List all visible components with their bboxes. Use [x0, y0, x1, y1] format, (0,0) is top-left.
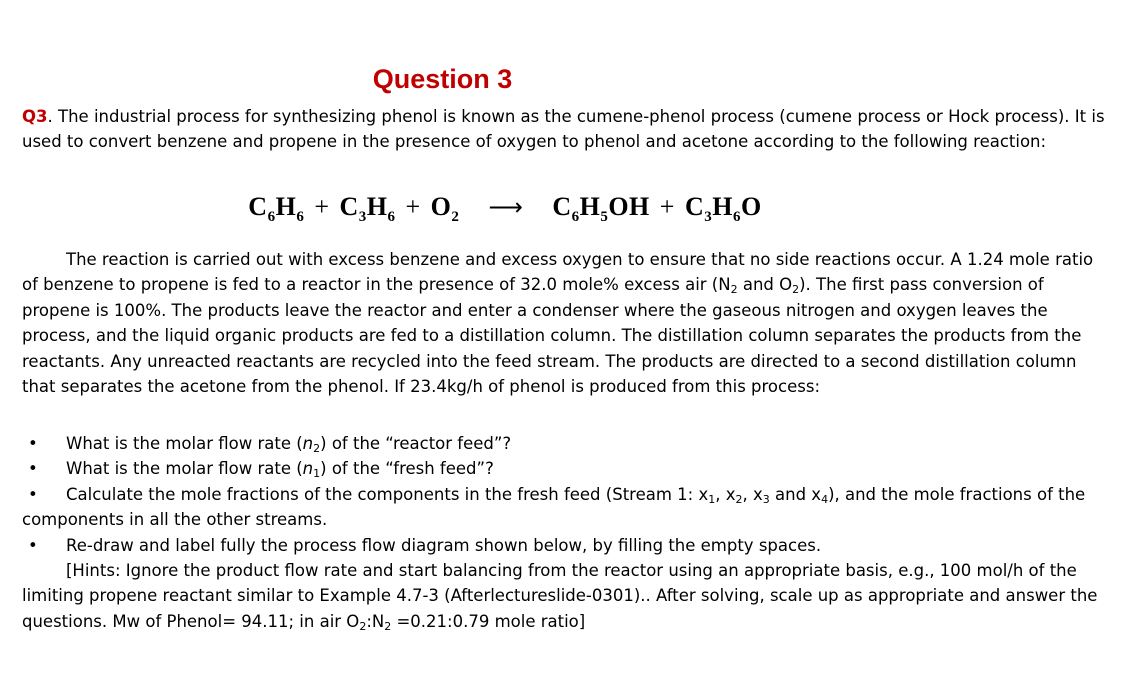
- list-item: • What is the molar flow rate $(n_1)$ of the “fresh feed”?: [22, 456, 1110, 481]
- plus-sign: +: [314, 192, 330, 221]
- list-item: • Re-draw and label fully the process flow diagram shown below, by filling the empty spaces.: [22, 533, 1110, 558]
- problem-paragraph: The reaction is carried out with excess benzene and excess oxygen to ensure that no side reactions occur. A 1.24 mole ratio of benzene to propene is fed to a reactor in the presence of 32.0 mole% excess air ($N_2$ and $O_2$). The first pass conversion of propene is 100%. The products leave the reactor and enter a condenser where the gaseous nitrogen and oxygen leaves the process, and the liquid organic products are fed to a distillation column. The distillation column separates the products from the reactants. Any unreacted reactants are recycled into the feed stream. The products are directed to a second distillation column that separates the acetone from the phenol. If 23.4kg/h of phenol is produced from this process:: [22, 250, 1094, 397]
- bullet-icon: •: [28, 434, 38, 453]
- question-list: [22, 431, 1110, 634]
- oxygen-formula: $O_2$: [430, 192, 460, 225]
- propene-formula: $C_3H_6$: [339, 192, 396, 225]
- plus-sign: +: [405, 192, 421, 221]
- intro-paragraph: [22, 104, 1110, 155]
- reaction-equation: [0, 192, 1010, 225]
- hints-text: [Hints: Ignore the product flow rate and start balancing from the reactor using an appropriate basis, e.g., 100 mol/h of the limiting propene reactant similar to Example 4.7-3 (Afterlectureslide-0301).. After solving, scale up as appropriate and answer the questions. Mw of Phenol= 94.11; in air $O_2:N_2$ =0.21:0.79 mole ratio]: [22, 561, 1098, 633]
- question-title: Question 3: [372, 64, 513, 94]
- list-item: • Calculate the mole fractions of the components in the fresh feed (Stream 1: $x_1$, $x_2$, $x_3$ and $x_4$), and the mole fractions of the components in all the other streams.: [22, 482, 1110, 533]
- list-item: • What is the molar flow rate $(n_2)$ of the “reactor feed”?: [22, 431, 1110, 456]
- plus-sign: +: [659, 192, 675, 221]
- bullet-icon: •: [28, 459, 38, 479]
- acetone-formula: $C_3H_6O$: [684, 192, 762, 225]
- bullet-icon: •: [28, 535, 38, 555]
- phenol-formula: $C_6H_5OH$: [552, 192, 650, 225]
- benzene-formula: $C_6H_6$: [248, 192, 305, 225]
- question-label: Q3: [22, 107, 48, 126]
- reaction-arrow-icon: ⟶: [488, 193, 524, 221]
- bullet-icon: •: [28, 484, 38, 504]
- intro-text: . The industrial process for synthesizing phenol is known as the cumene-phenol process (cumene process or Hock process). It is used to convert benzene and propene in the presence of oxygen to phenol and acetone according to the following reaction:: [22, 107, 1105, 152]
